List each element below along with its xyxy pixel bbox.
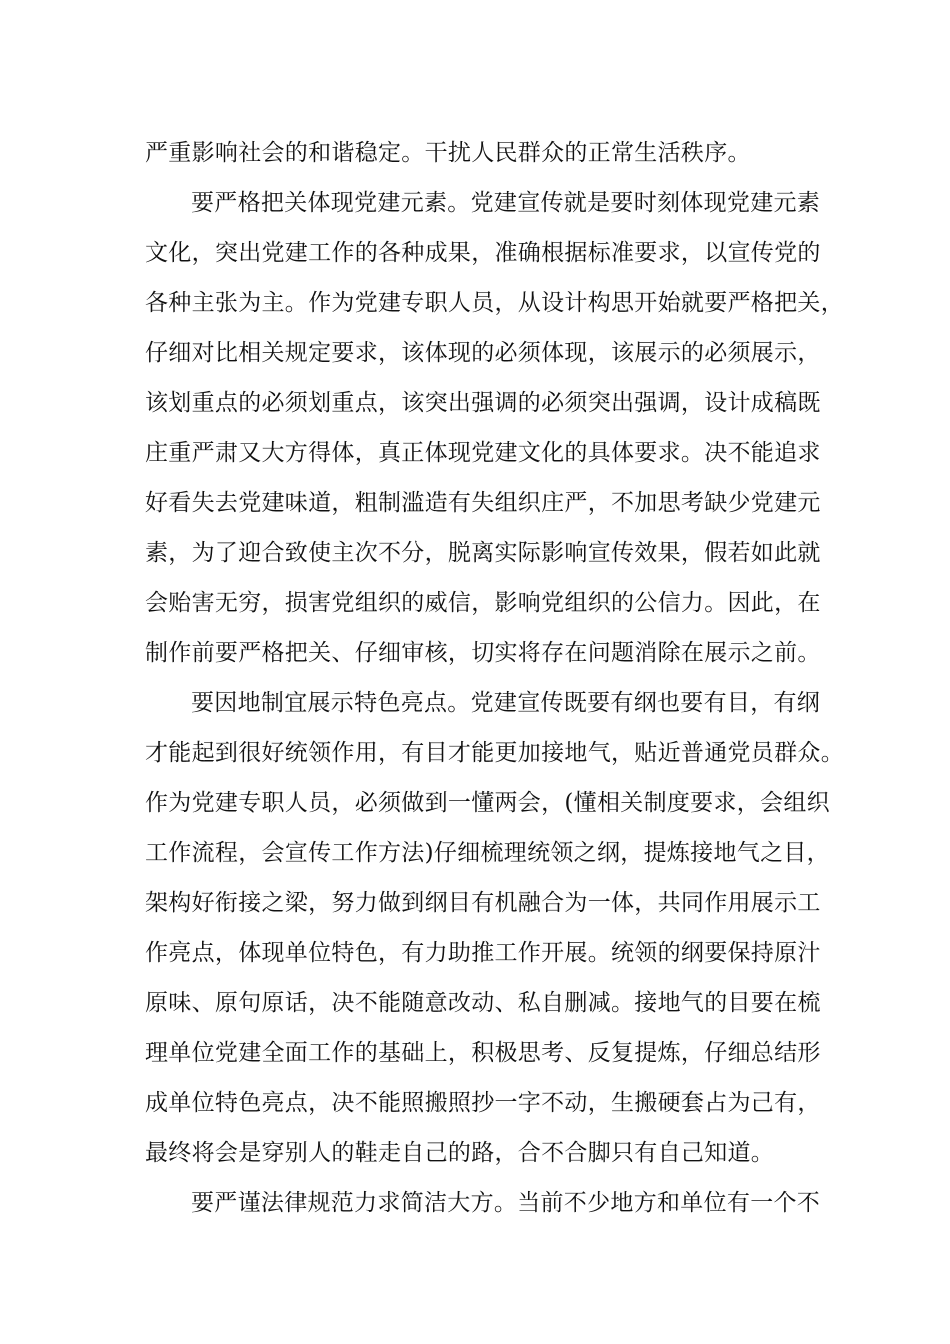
paragraph-start-line: 要严谨法律规范力求简洁大方。当前不少地方和单位有一个不 [191,1190,821,1216]
paragraph-start-line: 要严格把关体现党建元素。党建宣传就是要时刻体现党建元素 [191,190,821,216]
text-line: 素，为了迎合致使主次不分，脱离实际影响宣传效果，假若如此就 [145,540,821,566]
text-line: 架构好衔接之梁，努力做到纲目有机融合为一体，共同作用展示工 [145,890,821,916]
text-line: 各种主张为主。作为党建专职人员，从设计构思开始就要严格把关， [145,290,844,316]
text-line: 才能起到很好统领作用，有目才能更加接地气，贴近普通党员群众。 [145,740,844,766]
text-line: 作为党建专职人员，必须做到一懂两会，(懂相关制度要求，会组织 [145,790,830,816]
text-line: 该划重点的必须划重点，该突出强调的必须突出强调，设计成稿既 [145,390,821,416]
text-line: 最终将会是穿别人的鞋走自己的路，合不合脚只有自己知道。 [145,1140,775,1166]
text-line: 作亮点，体现单位特色，有力助推工作开展。统领的纲要保持原汁 [145,940,821,966]
text-line: 工作流程，会宣传工作方法)仔细梳理统领之纲，提炼接地气之目， [145,840,830,866]
text-line: 庄重严肃又大方得体，真正体现党建文化的具体要求。决不能追求 [145,440,821,466]
text-line: 严重影响社会的和谐稳定。干扰人民群众的正常生活秩序。 [145,140,751,166]
text-line: 原味、原句原话，决不能随意改动、私自删减。接地气的目要在梳 [145,990,821,1016]
text-line: 文化，突出党建工作的各种成果，准确根据标准要求，以宣传党的 [145,240,821,266]
text-line: 会贻害无穷，损害党组织的威信，影响党组织的公信力。因此，在 [145,590,821,616]
paragraph-start-line: 要因地制宜展示特色亮点。党建宣传既要有纲也要有目，有纲 [191,690,821,716]
document-body [145,128,844,1228]
text-line: 成单位特色亮点，决不能照搬照抄一字不动，生搬硬套占为己有， [145,1090,821,1116]
text-line: 仔细对比相关规定要求，该体现的必须体现，该展示的必须展示， [145,340,821,366]
text-line: 理单位党建全面工作的基础上，积极思考、反复提炼，仔细总结形 [145,1040,821,1066]
text-line: 制作前要严格把关、仔细审核，切实将存在问题消除在展示之前。 [145,640,821,666]
text-line: 好看失去党建味道，粗制滥造有失组织庄严，不加思考缺少党建元 [145,490,821,516]
